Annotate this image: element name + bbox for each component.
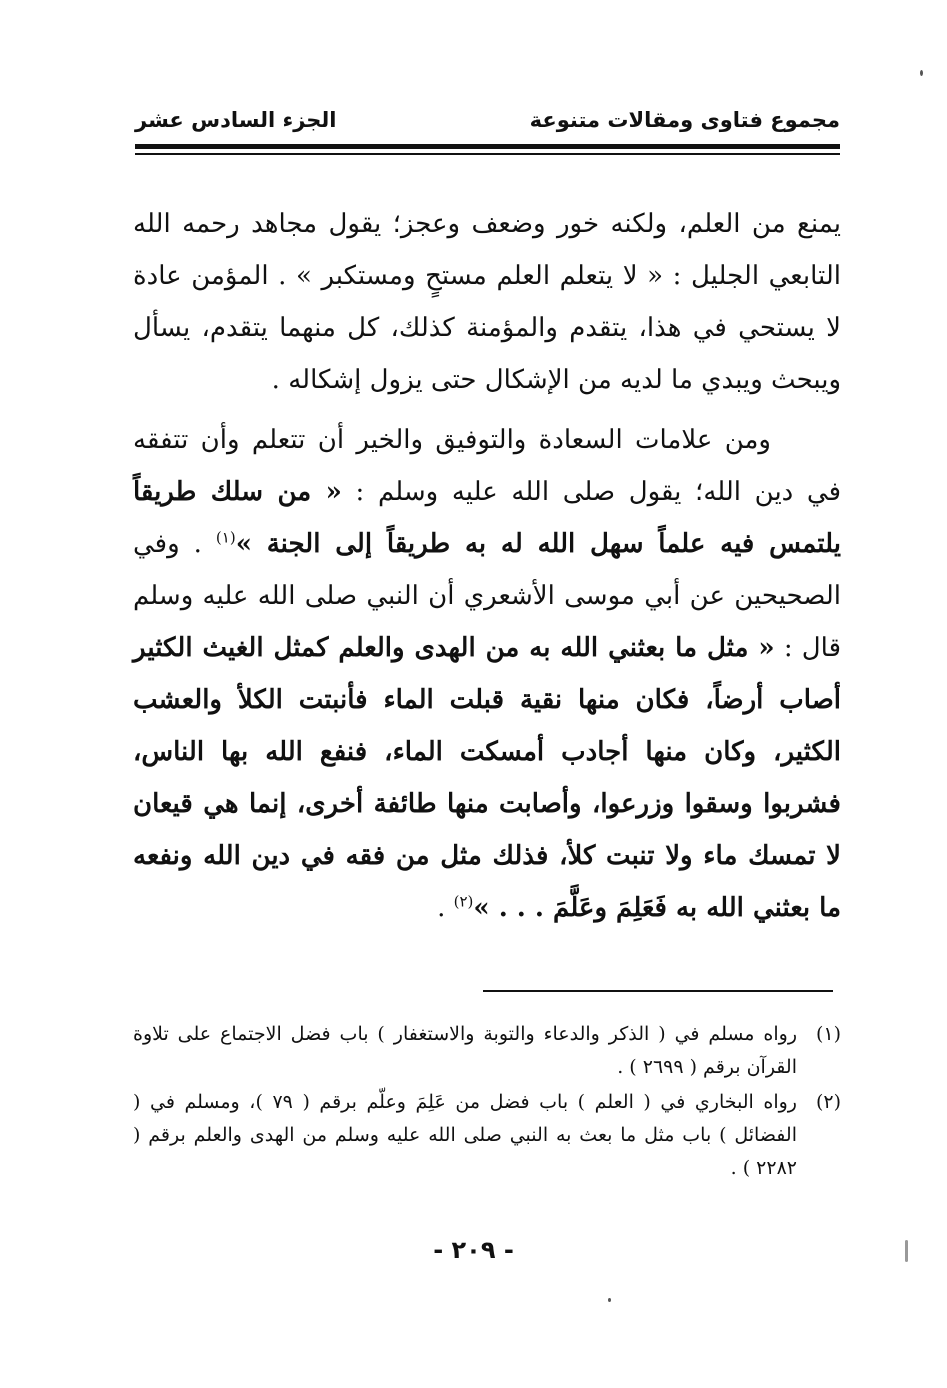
running-header — [135, 108, 840, 132]
scan-speck — [920, 70, 923, 76]
volume-label: الجزء السادس عشر — [135, 108, 337, 132]
footnotes — [133, 1018, 841, 1187]
footnote-separator — [483, 990, 833, 992]
period-1: . — [193, 529, 202, 559]
header-rule-thin — [135, 153, 840, 155]
footnote-text: رواه البخاري في ( العلم ) باب فضل من عَلِمَ وعلّم برقم ( ٧٩ )، ومسلم في ( الفضائل ) باب مثل ما بعث به النبي صلى الله عليه وسلم من الهدى والعلم برقم ( ٢٢٨٢ ) . — [133, 1091, 797, 1179]
header-rule-thick — [135, 144, 840, 149]
footnote-number: (٢) — [815, 1091, 841, 1113]
footnote-ref-2: (٢) — [453, 892, 474, 911]
footnote-number: (١) — [815, 1023, 841, 1045]
paragraph-1: يمنع من العلم، ولكنه خور وضعف وعجز؛ يقول مجاهد رحمه الله التابعي الجليل : « لا يتعلم العلم مستحٍ ومستكبر » . المؤمن عادة لا يستحي في هذا، يتقدم والمؤمنة كذلك، كل منهما يتقدم، يسأل ويبحث ويبدي ما لديه من الإشكال حتى يزول إشكاله . — [133, 209, 841, 395]
page-number: - ٢٠٩ - — [433, 1236, 514, 1264]
book-title: مجموع فتاوى ومقالات متنوعة — [529, 108, 840, 132]
paragraph-2-intro: ومن علامات السعادة والتوفيق والخير أن تتعلم وأن تتفقه في دين الله؛ يقول صلى الله عليه وسلم : — [133, 425, 841, 507]
period-2: . — [437, 893, 446, 923]
hadith-1: « من سلك طريقاً يلتمس فيه علماً سهل الله له به طريقاً إلى الجنة » — [133, 477, 842, 559]
scan-speck — [905, 1240, 908, 1262]
footnote-text: رواه مسلم في ( الذكر والدعاء والتوبة والاستغفار ) باب فضل الاجتماع على تلاوة القرآن برقم ( ٢٦٩٩ ) . — [133, 1023, 797, 1078]
paragraph-2 — [133, 414, 841, 934]
scan-speck — [608, 1298, 611, 1302]
paragraph-2-middle: وفي الصحيحين عن أبي موسى الأشعري أن النبي صلى الله عليه وسلم قال : — [133, 529, 841, 663]
main-text — [133, 198, 841, 934]
footnote-1 — [133, 1018, 841, 1084]
footnote-ref-1: (١) — [215, 528, 236, 547]
hadith-2: « مثل ما بعثني الله به من الهدى والعلم كمثل الغيث الكثير أصاب أرضاً، فكان منها نقية قبلت الماء فأنبتت الكلأ والعشب الكثير، وكان منها أجادب أمسكت الماء، فنفع الله بها الناس، فشربوا وسقوا وزرعوا، وأصابت منها طائفة أخرى، إنما هي قيعان لا تمسك ماء ولا تنبت كلأ، فذلك مثل من فقه في دين الله ونفعه ما بعثني الله به فَعَلِمَ وعَلَّمَ . . . » — [133, 633, 842, 923]
footnote-2 — [133, 1086, 841, 1185]
